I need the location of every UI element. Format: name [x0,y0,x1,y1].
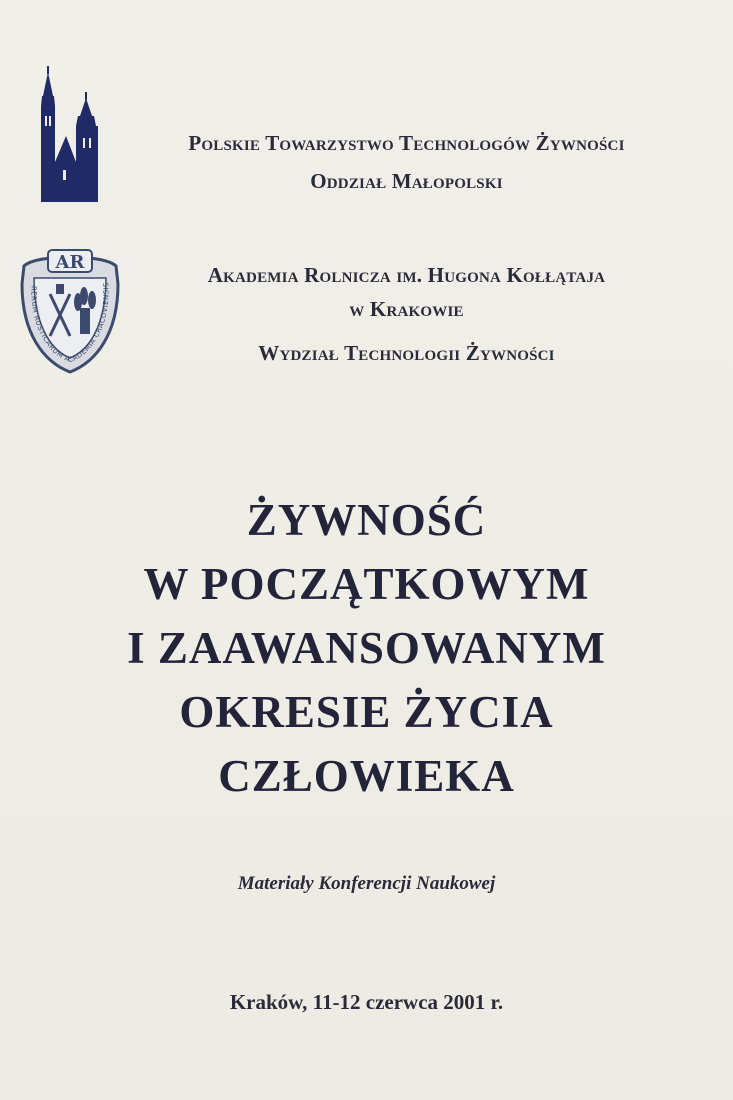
organization-block [120,124,693,200]
title-line: OKRESIE ŻYCIA [179,687,554,737]
university-name: Akademia Rolnicza im. Hugona Kołłątaja [207,263,606,287]
svg-text:RERUM RUSTICARUM ACADEMIA CRAC: RERUM RUSTICARUM ACADEMIA CRACOVIENSIS [29,281,111,365]
title-line: W POCZĄTKOWYM [143,559,590,609]
organization-branch: Oddział Małopolski [310,169,503,193]
university-city: w Krakowie [349,297,464,321]
university-seal-icon [18,244,122,374]
title-line: CZŁOWIEKA [218,751,515,801]
title-line: I ZAAWANSOWANYM [127,623,606,673]
university-block [120,258,693,370]
place-date: Kraków, 11-12 czerwca 2001 r. [229,990,504,1014]
book-subtitle: Materiały Konferencji Naukowej [237,873,496,894]
church-logo-icon [38,66,100,202]
svg-text:AR: AR [55,252,85,273]
faculty-name: Wydział Technologii Żywności [258,341,555,365]
title-line: ŻYWNOŚĆ [246,495,487,545]
organization-name: Polskie Towarzystwo Technologów Żywności [188,131,625,155]
book-title [0,488,733,808]
